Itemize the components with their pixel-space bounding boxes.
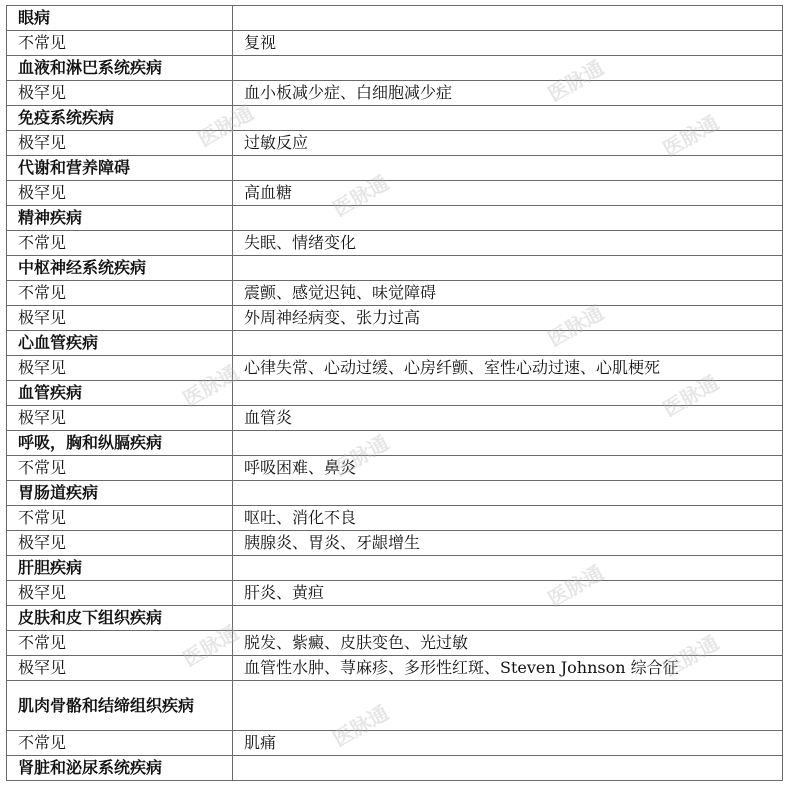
category-row <box>7 256 783 281</box>
table-row <box>7 281 783 306</box>
empty-cell <box>233 106 783 131</box>
category-row <box>7 206 783 231</box>
table-row <box>7 456 783 481</box>
category-label: 肾脏和泌尿系统疾病 <box>7 756 233 781</box>
category-label: 血管疾病 <box>7 381 233 406</box>
adverse-effects-cell: 过敏反应 <box>233 131 783 156</box>
frequency-cell: 不常见 <box>7 731 233 756</box>
frequency-cell: 极罕见 <box>7 181 233 206</box>
category-label: 呼吸，胸和纵膈疾病 <box>7 431 233 456</box>
frequency-cell: 不常见 <box>7 631 233 656</box>
frequency-cell: 极罕见 <box>7 306 233 331</box>
empty-cell <box>233 381 783 406</box>
adverse-effects-cell: 肌痛 <box>233 731 783 756</box>
adverse-effects-cell: 高血糖 <box>233 181 783 206</box>
table-row <box>7 531 783 556</box>
category-row <box>7 756 783 781</box>
frequency-cell: 不常见 <box>7 456 233 481</box>
watermark-text: 医脉通 <box>178 360 243 412</box>
table-row <box>7 356 783 381</box>
frequency-cell: 不常见 <box>7 231 233 256</box>
watermark-text: 医脉通 <box>193 100 258 152</box>
category-row <box>7 606 783 631</box>
category-label: 皮肤和皮下组织疾病 <box>7 606 233 631</box>
empty-cell <box>233 256 783 281</box>
empty-cell <box>233 756 783 781</box>
category-label: 肌肉骨骼和结缔组织疾病 <box>7 681 233 731</box>
category-label: 心血管疾病 <box>7 331 233 356</box>
adverse-effects-cell: 复视 <box>233 31 783 56</box>
frequency-cell: 极罕见 <box>7 406 233 431</box>
table-row <box>7 306 783 331</box>
adverse-effects-cell: 血管性水肿、荨麻疹、多形性红斑、Steven Johnson 综合征 <box>233 656 783 681</box>
watermark-text: 医脉通 <box>328 700 393 752</box>
table-row <box>7 131 783 156</box>
frequency-cell: 极罕见 <box>7 656 233 681</box>
watermark-text: 医脉通 <box>328 430 393 482</box>
table-row <box>7 406 783 431</box>
empty-cell <box>233 481 783 506</box>
adverse-effects-cell: 失眠、情绪变化 <box>233 231 783 256</box>
category-row <box>7 681 783 731</box>
table-body <box>7 6 783 781</box>
frequency-cell: 不常见 <box>7 281 233 306</box>
adverse-effects-cell: 血管炎 <box>233 406 783 431</box>
frequency-cell: 极罕见 <box>7 81 233 106</box>
adverse-reactions-table-container <box>6 5 783 781</box>
category-label: 代谢和营养障碍 <box>7 156 233 181</box>
table-row <box>7 581 783 606</box>
frequency-cell: 极罕见 <box>7 581 233 606</box>
category-label: 中枢神经系统疾病 <box>7 256 233 281</box>
watermark-text: 医脉通 <box>658 370 723 422</box>
watermark-text: 医脉通 <box>178 620 243 672</box>
watermark-text: 医脉通 <box>328 170 393 222</box>
category-label: 精神疾病 <box>7 206 233 231</box>
adverse-effects-cell: 呼吸困难、鼻炎 <box>233 456 783 481</box>
table-row <box>7 506 783 531</box>
category-row <box>7 431 783 456</box>
frequency-cell: 极罕见 <box>7 531 233 556</box>
category-row <box>7 381 783 406</box>
category-label: 胃肠道疾病 <box>7 481 233 506</box>
category-row <box>7 56 783 81</box>
adverse-effects-cell: 血小板减少症、白细胞减少症 <box>233 81 783 106</box>
category-label: 肝胆疾病 <box>7 556 233 581</box>
category-row <box>7 481 783 506</box>
empty-cell <box>233 681 783 731</box>
watermark-text: 医脉通 <box>658 110 723 162</box>
watermark-text: 医脉通 <box>658 630 723 682</box>
table-row <box>7 31 783 56</box>
adverse-effects-cell: 震颤、感觉迟钝、味觉障碍 <box>233 281 783 306</box>
table-row <box>7 631 783 656</box>
frequency-cell: 极罕见 <box>7 356 233 381</box>
frequency-cell: 不常见 <box>7 31 233 56</box>
empty-cell <box>233 6 783 31</box>
empty-cell <box>233 556 783 581</box>
frequency-cell: 不常见 <box>7 506 233 531</box>
table-row <box>7 181 783 206</box>
table-row <box>7 81 783 106</box>
empty-cell <box>233 206 783 231</box>
table-row <box>7 731 783 756</box>
category-row <box>7 106 783 131</box>
empty-cell <box>233 56 783 81</box>
empty-cell <box>233 606 783 631</box>
category-row <box>7 556 783 581</box>
watermark-text: 医脉通 <box>543 300 608 352</box>
adverse-effects-cell: 肝炎、黄疸 <box>233 581 783 606</box>
adverse-effects-cell: 胰腺炎、胃炎、牙龈增生 <box>233 531 783 556</box>
adverse-effects-cell: 外周神经病变、张力过高 <box>233 306 783 331</box>
adverse-effects-cell: 心律失常、心动过缓、心房纤颤、室性心动过速、心肌梗死 <box>233 356 783 381</box>
category-label: 免疫系统疾病 <box>7 106 233 131</box>
watermark-text: 医脉通 <box>543 560 608 612</box>
table-row <box>7 656 783 681</box>
empty-cell <box>233 331 783 356</box>
adverse-effects-cell: 呕吐、消化不良 <box>233 506 783 531</box>
empty-cell <box>233 431 783 456</box>
category-label: 血液和淋巴系统疾病 <box>7 56 233 81</box>
frequency-cell: 极罕见 <box>7 131 233 156</box>
category-row <box>7 6 783 31</box>
category-row <box>7 156 783 181</box>
category-row <box>7 331 783 356</box>
watermark-text: 医脉通 <box>543 55 608 107</box>
table-row <box>7 231 783 256</box>
category-label: 眼病 <box>7 6 233 31</box>
adverse-effects-cell: 脱发、紫癜、皮肤变色、光过敏 <box>233 631 783 656</box>
adverse-reactions-table <box>6 5 783 781</box>
empty-cell <box>233 156 783 181</box>
